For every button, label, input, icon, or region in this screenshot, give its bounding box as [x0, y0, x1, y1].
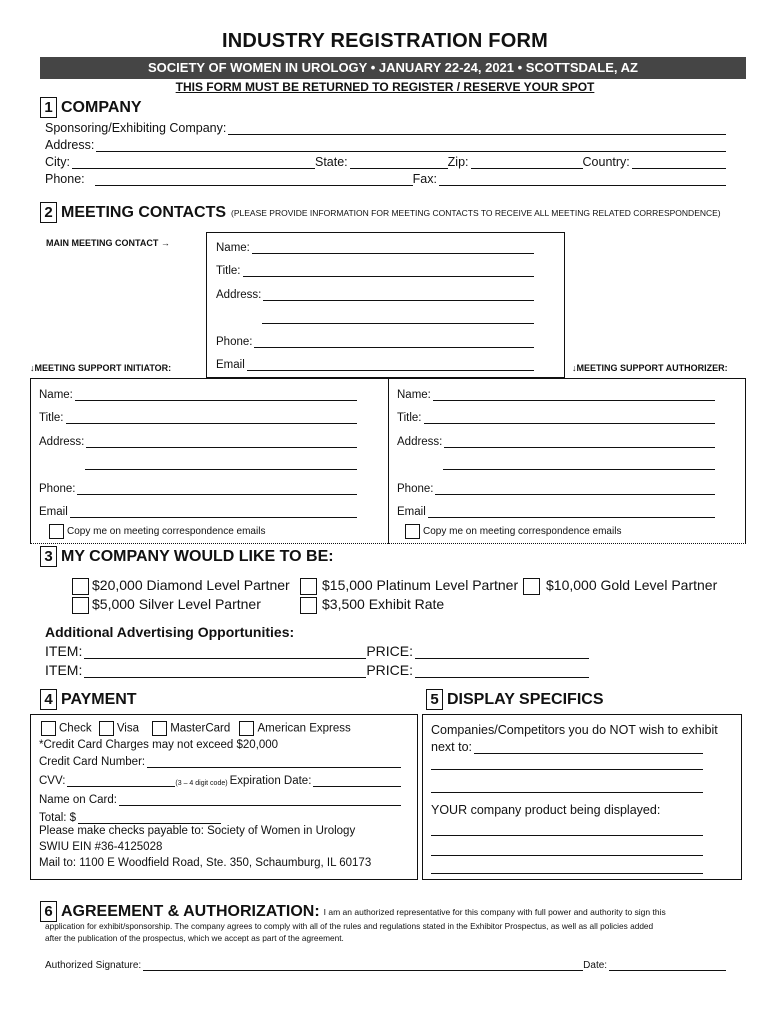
mastercard-checkbox[interactable] [152, 721, 167, 736]
address-label: Address: [397, 436, 443, 448]
phone-field[interactable] [95, 173, 413, 186]
email-label: Email [39, 506, 68, 518]
phone-label: Phone: [45, 172, 85, 186]
platinum-checkbox[interactable] [300, 578, 317, 595]
authorizer-title-field[interactable] [424, 411, 716, 424]
address-label: Address: [39, 436, 85, 448]
advertising-item-field-1[interactable] [84, 646, 366, 659]
section-company-heading [40, 97, 142, 118]
section-levels-heading [40, 546, 334, 567]
item-label: ITEM: [45, 643, 83, 659]
fax-label: Fax: [412, 172, 437, 186]
authorizer-name-field[interactable] [433, 388, 715, 401]
main-contact-box [206, 232, 565, 378]
initiator-email-field[interactable] [70, 505, 357, 518]
section-title: MEETING CONTACTS [61, 203, 227, 221]
price-label: PRICE: [366, 643, 414, 659]
diamond-label: $20,000 Diamond Level Partner [92, 577, 290, 593]
cvv-note: (3 – 4 digit code) [175, 780, 228, 787]
city-field[interactable] [72, 156, 315, 169]
product-field-3[interactable] [431, 861, 703, 874]
signature-label: Authorized Signature: [45, 960, 142, 971]
email-label: Email [397, 506, 426, 518]
check-checkbox[interactable] [41, 721, 56, 736]
gold-label: $10,000 Gold Level Partner [546, 577, 718, 593]
expiration-field[interactable] [313, 774, 401, 787]
agreement-text-3: after the publication of the prospectus, which we accept as part of the agreement. [45, 933, 344, 943]
title-label: Title: [216, 265, 241, 277]
total-row [39, 811, 221, 824]
signature-field[interactable] [143, 960, 583, 971]
competitors-next-to-label: next to: [431, 740, 472, 754]
authorizer-address-field[interactable] [444, 435, 715, 448]
main-contact-name-field[interactable] [252, 241, 534, 254]
product-field-2[interactable] [431, 843, 703, 856]
product-field-1[interactable] [431, 823, 703, 836]
phone-label: Phone: [397, 483, 434, 495]
cvv-label: CVV: [39, 775, 66, 787]
initiator-address-field[interactable] [86, 435, 357, 448]
check-label: Check [59, 722, 92, 735]
cc-number-row [39, 755, 401, 768]
main-contact-title-row [216, 264, 534, 277]
visa-label: Visa [116, 722, 139, 735]
initiator-email-row [39, 505, 357, 518]
exhibit-label: $3,500 Exhibit Rate [322, 596, 445, 612]
page-title: INDUSTRY REGISTRATION FORM [222, 30, 548, 52]
event-banner: SOCIETY OF WOMEN IN UROLOGY • JANUARY 22-24, 2021 • SCOTTSDALE, AZ [40, 57, 746, 79]
email-label: Email [216, 359, 245, 371]
name-label: Name: [216, 242, 250, 254]
contacts-note: (PLEASE PROVIDE INFORMATION FOR MEETING CONTACTS TO RECEIVE ALL MEETING RELATED CORRESPONDENCE) [231, 207, 721, 218]
name-label: Name: [39, 389, 73, 401]
fax-field[interactable] [439, 173, 726, 186]
main-contact-address-field[interactable] [263, 288, 534, 301]
section-title: AGREEMENT & AUTHORIZATION: [61, 902, 320, 920]
authorizer-copy-checkbox[interactable] [405, 524, 420, 539]
amex-label: American Express [257, 722, 351, 735]
section-number: 1 [40, 97, 57, 118]
date-field[interactable] [609, 960, 726, 971]
authorizer-address-row [397, 435, 715, 448]
initiator-copy-row [49, 524, 265, 539]
payment-methods-row [41, 721, 351, 736]
product-label: YOUR company product being displayed: [431, 803, 661, 817]
diamond-option [72, 577, 290, 595]
authorizer-email-row [397, 505, 715, 518]
company-address-label: Address: [45, 138, 95, 152]
title-label: Title: [39, 412, 64, 424]
main-contact-email-field[interactable] [247, 358, 534, 371]
phone-label: Phone: [216, 336, 253, 348]
title-label: Title: [397, 412, 422, 424]
cvv-row [39, 774, 401, 787]
competitors-field-1[interactable] [474, 741, 703, 754]
section-number: 3 [40, 546, 57, 567]
authorizer-address-line2[interactable] [443, 457, 715, 470]
company-city-row [45, 155, 726, 169]
main-contact-title-field[interactable] [243, 264, 535, 277]
divider [388, 379, 389, 544]
state-label: State: [315, 155, 348, 169]
cc-number-label: Credit Card Number: [39, 756, 146, 768]
agreement-text-2: application for exhibit/sponsorship. The company agrees to comply with all of the rules and regulations stated in the Exhibitor Prospectus, as well as all policies added [45, 921, 654, 931]
copy-me-label: Copy me on meeting correspondence emails [423, 526, 622, 538]
advertising-item-row-1 [45, 643, 589, 659]
advertising-price-field-2[interactable] [415, 665, 589, 678]
initiator-label: ↓MEETING SUPPORT INITIATOR: [30, 363, 172, 373]
initiator-title-field[interactable] [66, 411, 358, 424]
amex-checkbox[interactable] [239, 721, 254, 736]
price-label: PRICE: [366, 662, 414, 678]
company-address-field[interactable] [96, 139, 726, 152]
platinum-label: $15,000 Platinum Level Partner [322, 577, 519, 593]
mastercard-label: MasterCard [170, 722, 231, 735]
state-field[interactable] [350, 156, 448, 169]
advertising-item-field-2[interactable] [84, 665, 366, 678]
section-title: DISPLAY SPECIFICS [447, 690, 604, 708]
competitors-field-2[interactable] [431, 757, 703, 770]
section-payment-heading [40, 689, 137, 710]
main-contact-label: MAIN MEETING CONTACT → [46, 238, 170, 248]
section-contacts-heading [40, 202, 721, 223]
authorizer-title-row [397, 411, 715, 424]
address-label: Address: [216, 289, 262, 301]
section-number: 2 [40, 202, 57, 223]
competitors-field-3[interactable] [431, 780, 703, 793]
initiator-address-line2[interactable] [85, 457, 357, 470]
payment-box [30, 714, 418, 880]
main-contact-address-row [216, 288, 534, 301]
support-contacts-box [30, 378, 746, 544]
name-label: Name: [397, 389, 431, 401]
ein: SWIU EIN #36-4125028 [39, 841, 163, 853]
section-number: 5 [426, 689, 443, 710]
exhibit-checkbox[interactable] [300, 597, 317, 614]
section-title: COMPANY [61, 98, 142, 116]
authorizer-email-field[interactable] [428, 505, 715, 518]
advertising-title: Additional Advertising Opportunities: [45, 624, 295, 640]
country-label: Country: [582, 155, 630, 169]
section-title: MY COMPANY WOULD LIKE TO BE: [61, 547, 334, 565]
main-contact-phone-field[interactable] [254, 335, 534, 348]
initiator-name-field[interactable] [75, 388, 357, 401]
advertising-item-row-2 [45, 662, 589, 678]
exhibit-option [300, 596, 444, 614]
company-name-field[interactable] [228, 122, 726, 135]
zip-label: Zip: [447, 155, 469, 169]
initiator-name-row [39, 388, 357, 401]
initiator-title-row [39, 411, 357, 424]
initiator-address-row [39, 435, 357, 448]
main-contact-phone-row [216, 335, 534, 348]
section-title: PAYMENT [61, 690, 137, 708]
expiration-label: Expiration Date: [229, 775, 312, 787]
total-label: Total: $ [39, 812, 77, 824]
initiator-phone-field[interactable] [77, 482, 357, 495]
main-contact-address-line2[interactable] [262, 311, 534, 324]
section-display-heading [426, 689, 604, 710]
section-agreement-heading [40, 901, 666, 922]
visa-checkbox[interactable] [99, 721, 114, 736]
signature-row [45, 960, 726, 971]
diamond-checkbox[interactable] [72, 578, 89, 595]
authorizer-phone-field[interactable] [435, 482, 715, 495]
initiator-copy-checkbox[interactable] [49, 524, 64, 539]
country-field[interactable] [632, 156, 726, 169]
main-contact-name-row [216, 241, 534, 254]
total-field[interactable] [78, 811, 221, 824]
company-name-label: Sponsoring/Exhibiting Company: [45, 121, 227, 135]
zip-field[interactable] [471, 156, 583, 169]
platinum-option [300, 577, 518, 595]
name-on-card-row [39, 793, 401, 806]
advertising-price-field-1[interactable] [415, 646, 589, 659]
cc-limit-note: *Credit Card Charges may not exceed $20,000 [39, 739, 279, 751]
gold-checkbox[interactable] [523, 578, 540, 595]
cc-number-field[interactable] [147, 755, 401, 768]
company-phone-row [45, 172, 726, 186]
name-on-card-label: Name on Card: [39, 794, 117, 806]
item-label: ITEM: [45, 662, 83, 678]
main-contact-email-row [216, 358, 534, 371]
checks-payable: Please make checks payable to: Society of Women in Urology [39, 825, 356, 837]
phone-label: Phone: [39, 483, 76, 495]
authorizer-phone-row [397, 482, 715, 495]
name-on-card-field[interactable] [119, 793, 401, 806]
date-label: Date: [583, 960, 608, 971]
copy-me-label: Copy me on meeting correspondence emails [67, 526, 266, 538]
initiator-phone-row [39, 482, 357, 495]
authorizer-name-row [397, 388, 715, 401]
competitors-label: Companies/Competitors you do NOT wish to exhibit [431, 723, 718, 737]
gold-option [523, 577, 717, 595]
silver-checkbox[interactable] [72, 597, 89, 614]
competitors-row [431, 740, 703, 754]
authorizer-copy-row [405, 524, 621, 539]
cvv-field[interactable] [67, 774, 175, 787]
return-notice: THIS FORM MUST BE RETURNED TO REGISTER / RESERVE YOUR SPOT [175, 80, 595, 94]
silver-label: $5,000 Silver Level Partner [92, 596, 261, 612]
authorizer-label: ↓MEETING SUPPORT AUTHORIZER: [572, 363, 728, 373]
company-address-row [45, 138, 726, 152]
company-name-row [45, 121, 726, 135]
mail-to: Mail to: 1100 E Woodfield Road, Ste. 350, Schaumburg, IL 60173 [39, 857, 372, 869]
silver-option [72, 596, 261, 614]
city-label: City: [45, 155, 70, 169]
section-number: 6 [40, 901, 57, 922]
section-number: 4 [40, 689, 57, 710]
display-box [422, 714, 742, 880]
agreement-text-1: I am an authorized representative for this company with full power and authority to sign this [323, 906, 666, 917]
